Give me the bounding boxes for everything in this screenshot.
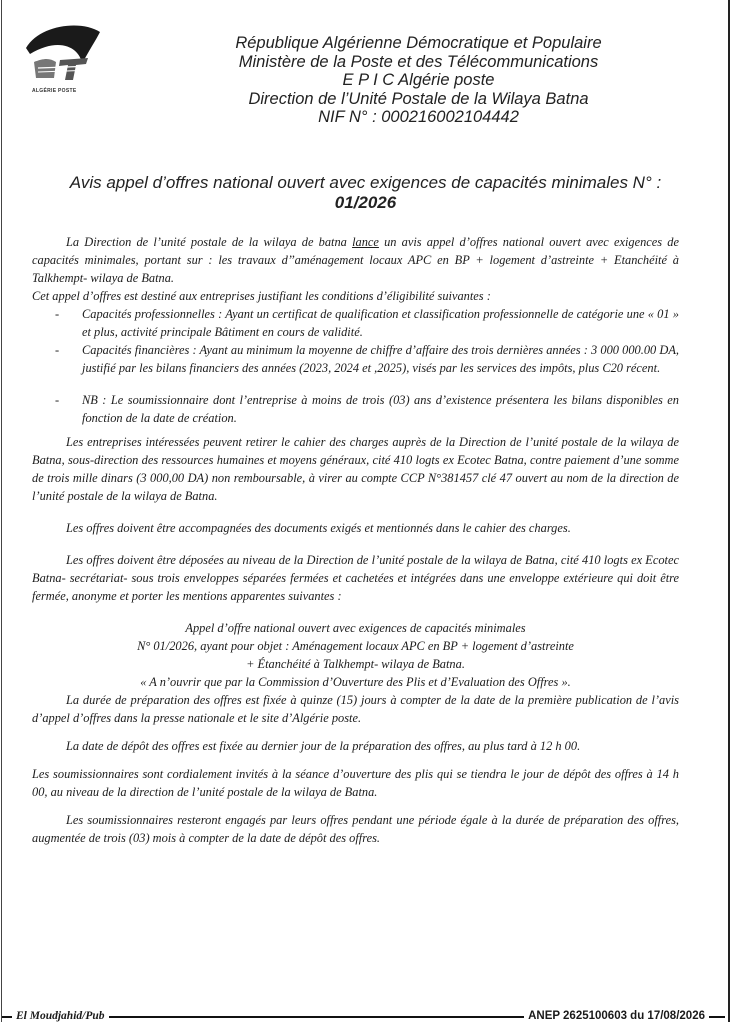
notice-title-text: Avis appel d’offres national ouvert avec exigences de capacités minimales N° : xyxy=(69,173,662,192)
notice-number: 01/2026 xyxy=(334,193,397,212)
page-border-left xyxy=(1,0,2,1022)
footer-publication: El Moudjahid/Pub xyxy=(12,1010,109,1022)
conditions-list xyxy=(32,305,679,377)
intro-text-a: La Direction de l’unité postale de la wilaya de batna xyxy=(66,235,353,249)
condition-professional: - Capacités professionnelles : Ayant un certificat de qualification et classification professionnelle de catégorie une « 01 » et plus, activité principale Bâtiment en cours de validité. xyxy=(82,305,679,341)
header-ministry: Ministère de la Poste et des Télécommunications xyxy=(238,52,599,71)
nb-list xyxy=(32,391,679,427)
intro-lance: lance xyxy=(352,235,379,249)
intro-paragraph xyxy=(32,233,679,287)
notice-title xyxy=(20,173,711,213)
header-direction: Direction de l’Unité Postale de la Wilaya Batna xyxy=(248,89,589,108)
header-republic: République Algérienne Démocratique et Populaire xyxy=(235,34,602,52)
publication-footer xyxy=(0,1010,731,1022)
documents-paragraph: Les offres doivent être accompagnées des documents exigés et mentionnés dans le cahier des charges. xyxy=(66,521,571,535)
duration-paragraph: La durée de préparation des offres est fixée à quinze (15) jours à compter de la date de la première publication de l’avis d’appel d’offres dans la presse nationale et le site d’Algérie poste. xyxy=(32,693,679,725)
page-border-right xyxy=(728,0,730,1022)
logo-caption: ALGÉRIE POSTE xyxy=(32,88,77,94)
invitation-paragraph: Les soumissionnaires sont cordialement invités à la séance d’ouverture des plis qui se tiendra le jour de dépôt des offres à 14 h 00, au niveau de la direction de l’unité postale de la wilaya de Batna. xyxy=(32,767,679,799)
object-line-4: « A n’ouvrir que par la Commission d’Ouverture des Plis et d’Evaluation des Offres ». xyxy=(140,675,571,689)
letterhead xyxy=(120,34,717,127)
nb-note: - NB : Le soumissionnaire dont l’entreprise à moins de trois (03) ans d’existence présentera les bilans disponibles en fonction de la date de création. xyxy=(82,391,679,427)
footer-anep-reference: ANEP 2625100603 du 17/08/2026 xyxy=(524,1010,709,1022)
condition-financial: - Capacités financières : Ayant au minimum la moyenne de chiffre d’affaire des trois dernières années : 3 000 000.00 DA, justifié par les bilans financiers des années (2023, 2024 et ,2025), visés par les services des impôts, plus C20 récent. xyxy=(82,341,679,377)
intro-text-b: un avis appel d’offres national ouvert avec exigences de capacités minimales, portant sur : les travaux d’’aménagement locaux APC en BP + logement d’astreinte + Etanchéité à Talkhempt- wilaya de Batna. xyxy=(32,235,680,285)
commitment-paragraph: Les soumissionnaires resteront engagés par leurs offres pendant une période égale à la durée de préparation des offres, augmentée de trois (03) mois à compter de la date de dépôt des offres. xyxy=(32,813,679,845)
notice-body xyxy=(32,233,679,847)
eligibility-paragraph: Cet appel d’offres est destiné aux entreprises justifiant les conditions d’éligibilité suivantes : xyxy=(32,289,491,303)
deposit-date-paragraph: La date de dépôt des offres est fixée au dernier jour de la préparation des offres, au plus tard à 12 h 00. xyxy=(66,739,581,753)
envelope-mentions xyxy=(32,619,679,691)
object-line-1: Appel d’offre national ouvert avec exigences de capacités minimales xyxy=(185,621,526,635)
cahier-paragraph: Les entreprises intéressées peuvent retirer le cahier des charges auprès de la Direction de l’unité postale de la wilaya de Batna, sous-direction des ressources humaines et moyens généraux, cité 410 logts ex Ecotec Batna, contre paiement d’une somme de trois mille dinars (3 000,00 DA) non remboursable, à virer au compte CCP N°381457 clé 47 ouvert au nom de la direction de l’unité postale de la wilaya de Batna. xyxy=(32,435,679,503)
object-line-3: + Étanchéité à Talkhempt- wilaya de Batna. xyxy=(246,657,465,671)
header-epic: E P I C Algérie poste xyxy=(342,71,495,90)
header-nif: NIF N° : 000216002104442 xyxy=(318,108,519,127)
object-line-2: N° 01/2026, ayant pour objet : Aménagement locaux APC en BP + logement d’astreinte xyxy=(137,639,574,653)
deposit-paragraph: Les offres doivent être déposées au niveau de la Direction de l’unité postale de la wilaya de Batna, cité 410 logts ex Ecotec Batna- secrétariat- sous trois enveloppes séparées fermées et cachetées et intégrées dans une enveloppe extérieure qui doit être fermée, anonyme et porter les mentions apparentes suivantes : xyxy=(32,553,679,603)
